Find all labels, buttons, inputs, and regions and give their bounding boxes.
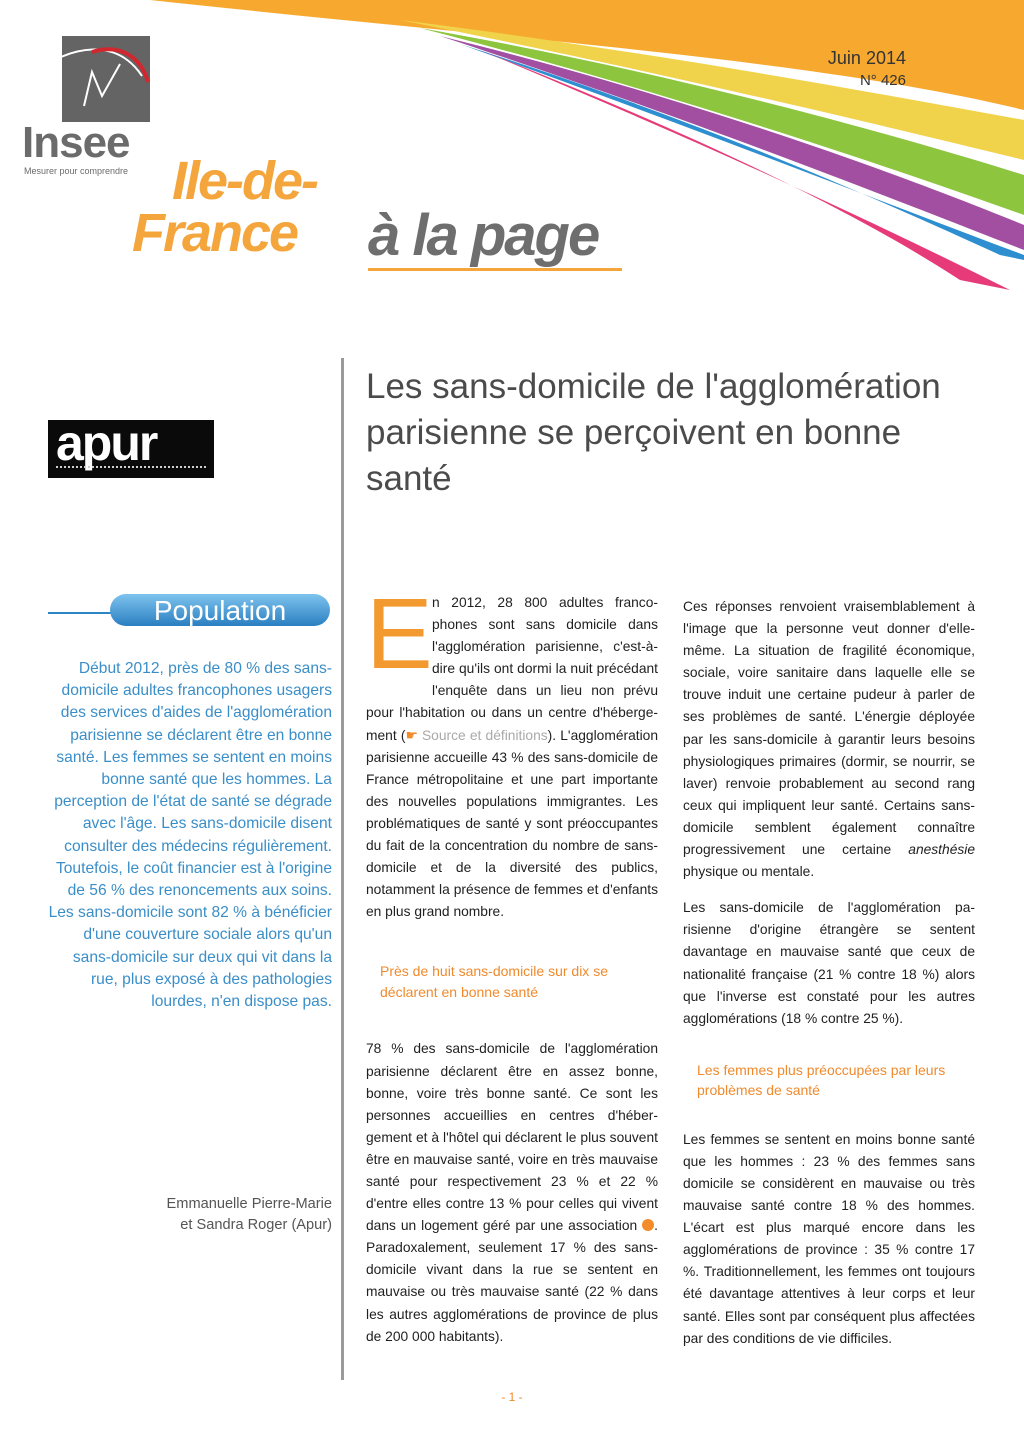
brand-line-2: France xyxy=(132,203,298,263)
authors xyxy=(120,1194,332,1236)
issue-info xyxy=(828,48,906,89)
p2-text-2: . Paradoxalement, seulement 17 % des sans-domicile vivant dans la rue se sentent en mauvaise ou très mauvaise santé (22 % dans les autres agglomérations de province de plus de 200 000 habitants). xyxy=(366,1218,658,1344)
insee-wordmark: Insee xyxy=(22,118,130,167)
category-badge xyxy=(110,594,330,626)
body-column-2 xyxy=(683,596,975,1350)
figure-reference-icon[interactable] xyxy=(642,1219,654,1231)
intro-text-1: n 2012, 28 800 adultes francophones sont sans domicile dans l'agglomération parisienne, c'est-à-dire qu'ils ont dormi la nuit précédant l'enquête dans un lieu non prévu pour l'habitation ou dans un centre d'hébergement ( xyxy=(366,595,658,743)
intro-text-2: ). L'agglomération parisienne accueille 43 % des sans-domicile de France métropolitaine et une part importante des nouvelles populations immigrantes. Les problématiques de santé y sont préoccupantes du fait de la concentration du nombre de sans-domicile et de la diversité des publics, notamment la présence de femmes et d'enfants en plus grand nombre. xyxy=(366,727,659,920)
brand-underline xyxy=(368,268,622,271)
authors-line-1: Emmanuelle Pierre-Marie xyxy=(166,1196,332,1212)
paragraph-2 xyxy=(366,1038,658,1347)
issue-number: N° 426 xyxy=(859,72,906,89)
source-reference-link[interactable]: Source et définitions xyxy=(421,727,548,743)
c2-paragraph-3: Les femmes se sentent en moins bonne santé que les hommes : 23 % des femmes sans domicile se considèrent en mauvaise ou très mauvaise santé contre 18 % des hommes. L'écart est plus marqué encore dans les agglomérations de province : 35 % contre 17 %. Traditionnellement, les femmes ont toujours été davantage attentives à leur corps et leur santé. Elles sont par conséquent plus affectées par des conditions de vie difficiles. xyxy=(683,1131,975,1346)
brand-line-3: à la page xyxy=(368,203,599,268)
pointing-hand-icon: ☛ xyxy=(405,727,422,743)
apur-sub-line xyxy=(56,466,206,471)
apur-wordmark: apur xyxy=(56,415,157,471)
brand-line-1: Ile-de- xyxy=(172,151,318,211)
insee-tagline: Mesurer pour comprendre xyxy=(24,166,129,176)
category-label: Population xyxy=(153,595,287,626)
c2-p1-emphasis: anesthésie xyxy=(908,842,975,858)
subheading-2: Les femmes plus préoccupées par leurs problèmes de santé xyxy=(697,1061,946,1099)
subheading-1: Près de huit sans-domicile sur dix se déclarent en bonne santé xyxy=(380,963,608,1000)
p2-text-1: 78 % des sans-domicile de l'agglomération parisienne déclarent être en assez bonne, bonne, voire très bonne santé. Ce sont les personnes accueillies en centres d'hébergement et à l'hôtel qui déclarent le plus souvent être en mauvaise santé, voire en très mauvaise santé pour respectivement 23 % et 22 % d'entre elles contre 13 % pour celles qui vivent dans un logement géré par une association xyxy=(366,1041,658,1234)
c2-p1-text-2: physique ou mentale. xyxy=(683,864,815,880)
article-title: Les sans-domicile de l'agglomération parisienne se perçoivent en bonne santé xyxy=(366,367,941,498)
summary-text: Début 2012, près de 80 % des sans-domicile adultes francophones usagers des services d'aides de l'agglomération parisienne se déclarent être en bonne santé. Les femmes se sentent en moins bonne santé que les hommes. La perception de l'état de santé se dégrade avec l'âge. Les sans-domicile disent consulter des médecins régulièrement. Toutefois, le coût financier est à l'origine de 56 % des renoncements aux soins. Les sans-domicile sont 82 % à bénéficier d'une couverture sociale alors qu'un sans-domicile sur deux qui vit dans la rue, plus exposé à des pathologies lourdes, n'en dispose pas. xyxy=(48,660,332,1011)
apur-logo xyxy=(48,415,214,478)
issue-date: Juin 2014 xyxy=(827,48,906,68)
insee-logo-mark xyxy=(62,36,150,122)
c2-paragraph-1 xyxy=(683,596,975,883)
publication-brand xyxy=(132,150,652,300)
c2-paragraph-2: Les sans-domicile de l'agglomération parisienne d'origine étrangère se sentent davantage en mauvaise santé que ceux de nationalité française (21 % contre 18 %) alors que l'inverse est constaté pour les autres agglomérations (18 % contre 25 %). xyxy=(683,900,975,1026)
authors-line-2: et Sandra Roger (Apur) xyxy=(180,1217,332,1233)
column-divider xyxy=(341,358,344,1380)
drop-cap: E xyxy=(366,578,433,690)
body-column-1 xyxy=(366,578,659,1348)
page-number: - 1 - xyxy=(501,1390,523,1404)
c2-p1-text-1: Ces réponses renvoient vraisemblablement à l'image que la personne veut donner d'elle-même. La situation de fragilité économique, sociale, voire sanitaire dans laquelle elle se trouve induit une certaine pudeur à parler de ses problèmes de santé. L'énergie déployée par les sans-domicile à garantir leurs besoins physiologiques primaires (dormir, se nourrir, se laver) renvoie probablement au second rang ceux qui impliquent leur santé. Certains sans-domicile semblent également connaître progressivement une certaine xyxy=(683,599,975,858)
